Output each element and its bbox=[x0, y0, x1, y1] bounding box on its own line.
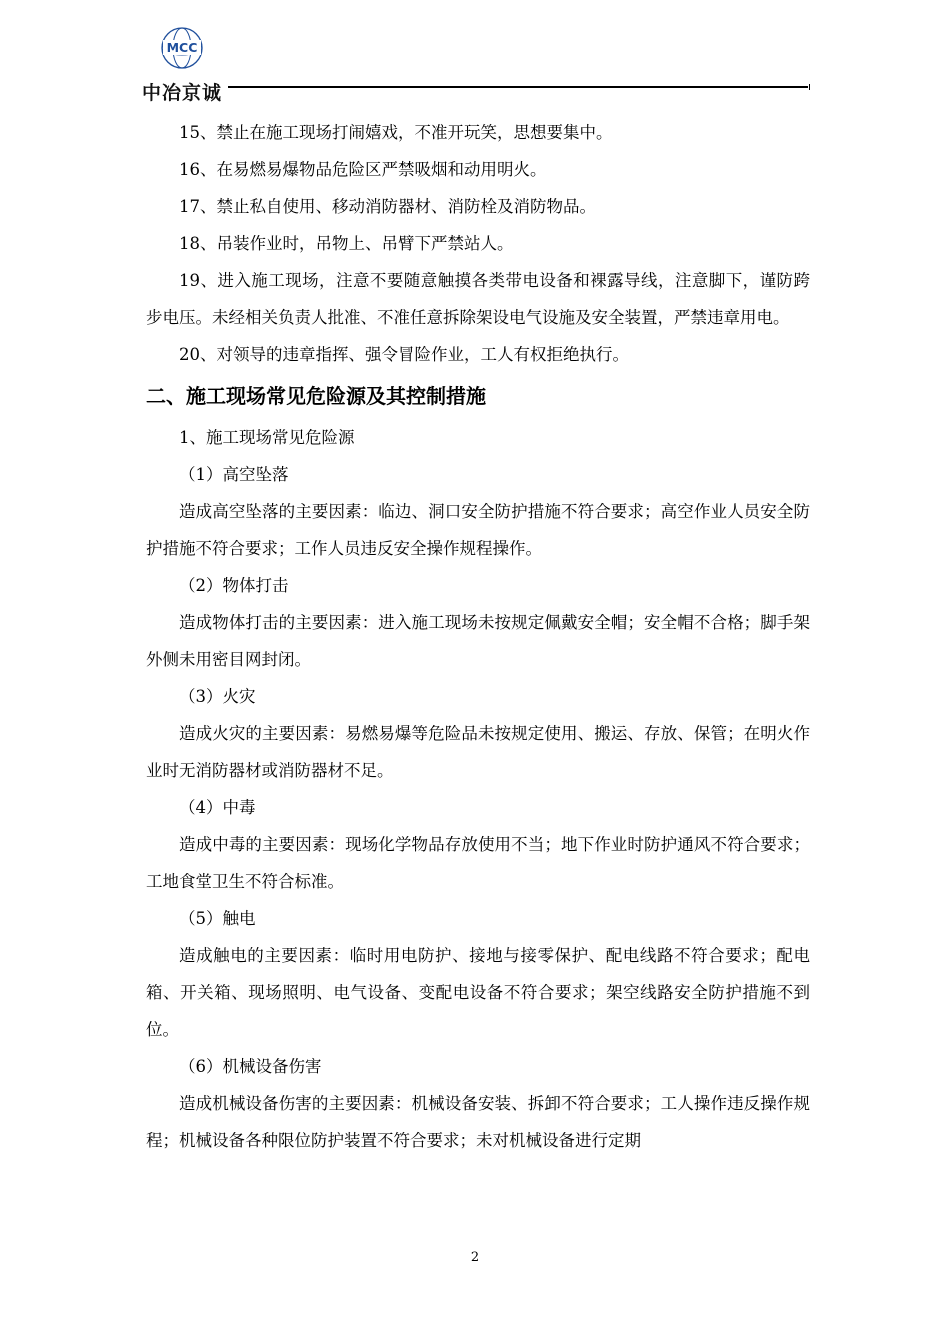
hazard-title-fire: （3）火灾 bbox=[179, 687, 256, 706]
hazard-title-object-strike: （2）物体打击 bbox=[179, 576, 289, 595]
rule-item-19: 19、进入施工现场，注意不要随意触摸各类带电设备和裸露导线，注意脚下，谨防跨步电压。未经相关负责人批准、不准任意拆除架设电气设施及安全装置，严禁违章用电。 bbox=[146, 271, 810, 327]
rule-item-15: 15、禁止在施工现场打闹嬉戏，不准开玩笑，思想要集中。 bbox=[179, 123, 613, 142]
rule-item-18: 18、吊装作业时，吊物上、吊臂下严禁站人。 bbox=[179, 234, 514, 253]
rule-item-17: 17、禁止私自使用、移动消防器材、消防栓及消防物品。 bbox=[179, 197, 596, 216]
header-divider bbox=[228, 86, 808, 88]
hazard-title-electric-shock: （5）触电 bbox=[179, 909, 256, 928]
hazard-title-machinery: （6）机械设备伤害 bbox=[179, 1057, 322, 1076]
mcc-globe-icon bbox=[160, 26, 204, 70]
subsection-heading: 1、施工现场常见危险源 bbox=[179, 428, 355, 447]
hazard-text-electric-shock: 造成触电的主要因素：临时用电防护、接地与接零保护、配电线路不符合要求；配电箱、开关箱、现场照明、电气设备、变配电设备不符合要求；架空线路安全防护措施不到位。 bbox=[146, 946, 810, 1039]
logo-mark-text: MCC bbox=[166, 40, 198, 55]
section-heading: 二、施工现场常见危险源及其控制措施 bbox=[146, 384, 486, 408]
page-number: 2 bbox=[470, 1250, 480, 1265]
rule-item-16: 16、在易燃易爆物品危险区严禁吸烟和动用明火。 bbox=[179, 160, 547, 179]
page-header bbox=[0, 0, 950, 110]
document-body bbox=[146, 114, 810, 1159]
hazard-title-falling: （1）高空坠落 bbox=[179, 465, 289, 484]
hazard-text-fire: 造成火灾的主要因素：易燃易爆等危险品未按规定使用、搬运、存放、保管；在明火作业时无消防器材或消防器材不足。 bbox=[146, 724, 810, 780]
hazard-text-object-strike: 造成物体打击的主要因素：进入施工现场未按规定佩戴安全帽；安全帽不合格；脚手架外侧未用密目网封闭。 bbox=[146, 613, 810, 669]
header-divider-end bbox=[809, 84, 810, 90]
hazard-title-poisoning: （4）中毒 bbox=[179, 798, 256, 817]
hazard-text-falling: 造成高空坠落的主要因素：临边、洞口安全防护措施不符合要求；高空作业人员安全防护措施不符合要求；工作人员违反安全操作规程操作。 bbox=[146, 502, 810, 558]
hazard-text-poisoning: 造成中毒的主要因素：现场化学物品存放使用不当；地下作业时防护通风不符合要求；工地食堂卫生不符合标准。 bbox=[146, 835, 810, 891]
rule-item-20: 20、对领导的违章指挥、强令冒险作业，工人有权拒绝执行。 bbox=[179, 345, 629, 364]
company-name: 中冶京诚 bbox=[142, 82, 223, 104]
company-logo bbox=[140, 26, 230, 104]
hazard-text-machinery: 造成机械设备伤害的主要因素：机械设备安装、拆卸不符合要求；工人操作违反操作规程；机械设备各种限位防护装置不符合要求；未对机械设备进行定期 bbox=[146, 1094, 810, 1150]
